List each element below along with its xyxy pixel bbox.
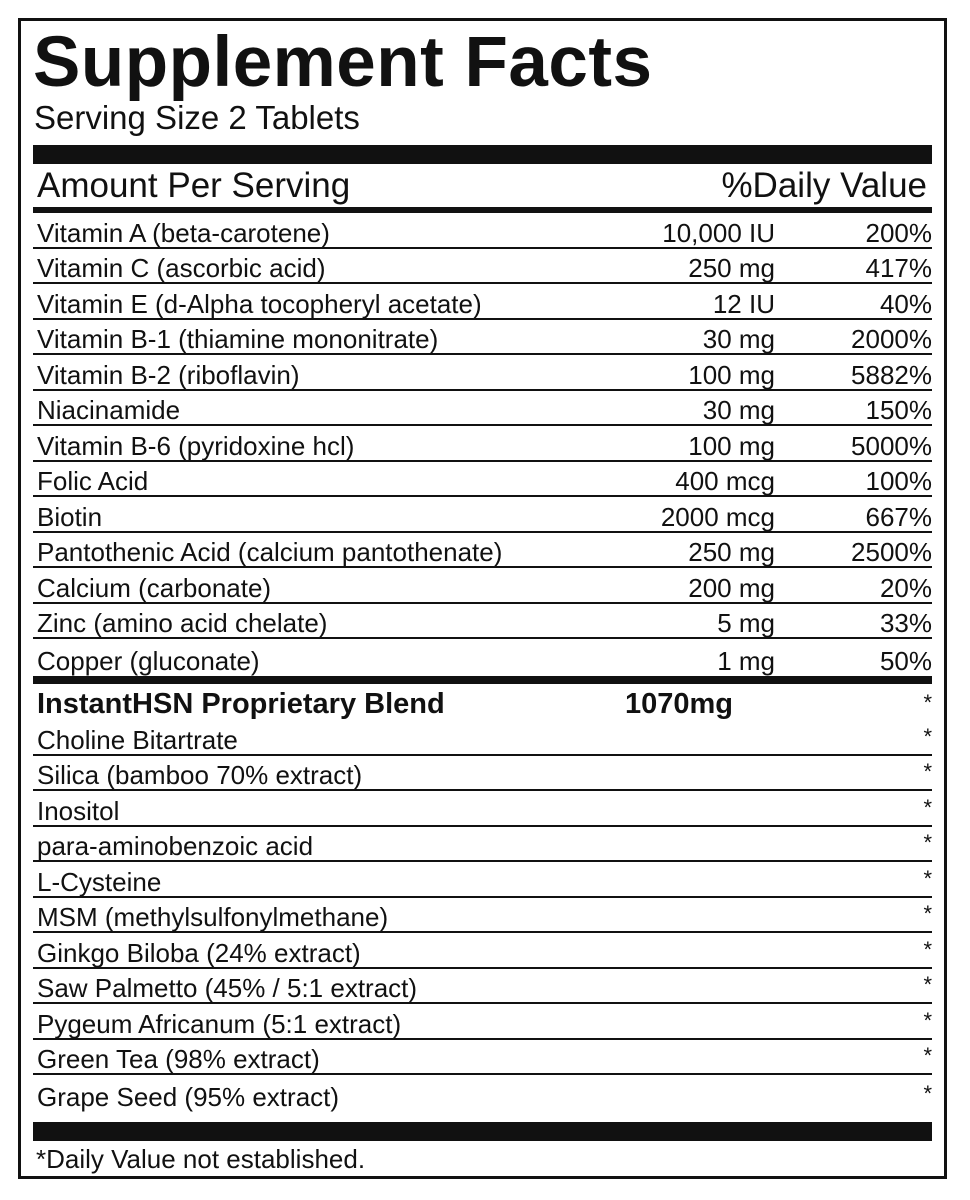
nutrient-row <box>33 391 932 427</box>
footnote: *Daily Value not established. <box>36 1144 366 1174</box>
ingredient-daily-value: * <box>923 794 932 820</box>
nutrient-amount: 1 mg <box>717 645 775 676</box>
blend-ingredient-row <box>33 720 932 756</box>
nutrient-name: Calcium (carbonate) <box>37 572 272 603</box>
ingredient-daily-value: * <box>923 1043 932 1068</box>
blend-ingredient-row <box>33 969 932 1005</box>
nutrient-amount: 400 mcg <box>675 466 775 496</box>
blend-ingredient-row <box>33 827 932 863</box>
nutrient-name: Niacinamide <box>37 395 181 425</box>
ingredient-name: Green Tea (98% extract) <box>37 1044 320 1074</box>
ingredient-daily-value: * <box>923 1007 932 1033</box>
serving-size: Serving Size 2 Tablets <box>34 99 360 136</box>
blend-daily-value: * <box>923 690 932 715</box>
nutrient-name: Vitamin B-6 (pyridoxine hcl) <box>37 430 355 461</box>
nutrient-name: Pantothenic Acid (calcium pantothenate) <box>37 537 503 567</box>
ingredient-daily-value: * <box>923 901 932 926</box>
blend-ingredient-row <box>33 756 932 792</box>
thick-divider-bottom <box>33 1122 932 1141</box>
nutrient-name: Vitamin E (d-Alpha tocopheryl acetate) <box>37 288 482 319</box>
nutrient-row <box>33 320 932 356</box>
ingredient-daily-value: * <box>923 759 932 784</box>
panel-title: Supplement Facts <box>33 23 653 102</box>
nutrient-row <box>33 426 932 462</box>
nutrient-row <box>33 568 932 604</box>
nutrient-amount: 250 mg <box>688 537 775 567</box>
ingredient-name: para-aminobenzoic acid <box>37 831 314 861</box>
blend-amount: 1070mg <box>625 688 734 720</box>
nutrient-row <box>33 639 932 675</box>
nutrient-amount: 250 mg <box>688 253 775 283</box>
ingredient-daily-value: * <box>923 936 932 962</box>
nutrient-daily-value: 100% <box>865 466 932 496</box>
ingredient-name: Silica (bamboo 70% extract) <box>37 760 363 790</box>
nutrient-row <box>33 604 932 640</box>
blend-divider <box>33 676 932 684</box>
nutrient-amount: 30 mg <box>702 395 775 425</box>
nutrient-amount: 100 mg <box>688 359 775 390</box>
nutrient-row <box>33 355 932 391</box>
nutrient-row <box>33 533 932 569</box>
nutrient-name: Vitamin B-2 (riboflavin) <box>37 359 300 390</box>
ingredient-daily-value: * <box>923 972 932 997</box>
nutrient-table <box>33 213 932 675</box>
daily-value-header: %Daily Value <box>721 166 927 205</box>
blend-ingredient-row <box>33 1075 932 1111</box>
nutrient-amount: 30 mg <box>702 324 775 354</box>
blend-header-row <box>33 684 932 720</box>
nutrient-daily-value: 417% <box>865 253 932 283</box>
nutrient-row <box>33 284 932 320</box>
nutrient-name: Zinc (amino acid chelate) <box>37 608 328 638</box>
proprietary-blend-table <box>33 684 932 1111</box>
nutrient-row <box>33 249 932 285</box>
nutrient-daily-value: 2500% <box>851 537 932 567</box>
blend-name: InstantHSN Proprietary Blend <box>37 688 445 720</box>
nutrient-name: Folic Acid <box>37 466 149 496</box>
ingredient-daily-value: * <box>923 723 932 749</box>
supplement-facts-panel <box>18 18 947 1179</box>
blend-ingredient-row <box>33 862 932 898</box>
blend-ingredient-row <box>33 1040 932 1076</box>
nutrient-amount: 5 mg <box>717 608 775 638</box>
blend-ingredient-row <box>33 898 932 934</box>
nutrient-daily-value: 2000% <box>851 324 932 354</box>
nutrient-name: Copper (gluconate) <box>37 645 260 676</box>
nutrient-daily-value: 667% <box>865 501 932 532</box>
ingredient-daily-value: * <box>923 865 932 891</box>
nutrient-amount: 12 IU <box>712 288 775 319</box>
nutrient-daily-value: 50% <box>879 645 932 676</box>
nutrient-row <box>33 462 932 498</box>
nutrient-amount: 2000 mcg <box>660 501 775 532</box>
nutrient-row <box>33 497 932 533</box>
nutrient-daily-value: 5882% <box>851 359 932 390</box>
ingredient-name: Inositol <box>37 795 120 826</box>
nutrient-daily-value: 33% <box>879 608 932 638</box>
blend-ingredient-row <box>33 791 932 827</box>
ingredient-name: MSM (methylsulfonylmethane) <box>37 902 389 932</box>
blend-ingredient-row <box>33 1004 932 1040</box>
ingredient-name: Grape Seed (95% extract) <box>37 1081 340 1112</box>
nutrient-name: Vitamin B-1 (thiamine mononitrate) <box>37 324 439 354</box>
blend-ingredient-row <box>33 933 932 969</box>
nutrient-amount: 10,000 IU <box>662 217 775 248</box>
ingredient-name: Choline Bitartrate <box>37 724 238 755</box>
nutrient-daily-value: 40% <box>879 288 932 319</box>
ingredient-daily-value: * <box>923 830 932 855</box>
thick-divider-top <box>33 145 932 164</box>
ingredient-name: Ginkgo Biloba (24% extract) <box>37 937 361 968</box>
nutrient-daily-value: 20% <box>879 572 932 603</box>
ingredient-name: L-Cysteine <box>37 866 162 897</box>
nutrient-amount: 100 mg <box>688 430 775 461</box>
nutrient-daily-value: 150% <box>865 395 932 425</box>
nutrient-daily-value: 5000% <box>851 430 932 461</box>
nutrient-amount: 200 mg <box>688 572 775 603</box>
nutrient-name: Vitamin C (ascorbic acid) <box>37 253 326 283</box>
nutrient-name: Vitamin A (beta-carotene) <box>37 217 330 248</box>
nutrient-daily-value: 200% <box>865 217 932 248</box>
ingredient-name: Pygeum Africanum (5:1 extract) <box>37 1008 402 1039</box>
ingredient-daily-value: * <box>923 1080 932 1106</box>
nutrient-row <box>33 213 932 249</box>
ingredient-name: Saw Palmetto (45% / 5:1 extract) <box>37 973 418 1003</box>
nutrient-name: Biotin <box>37 501 103 532</box>
amount-per-serving-header: Amount Per Serving <box>37 166 351 205</box>
